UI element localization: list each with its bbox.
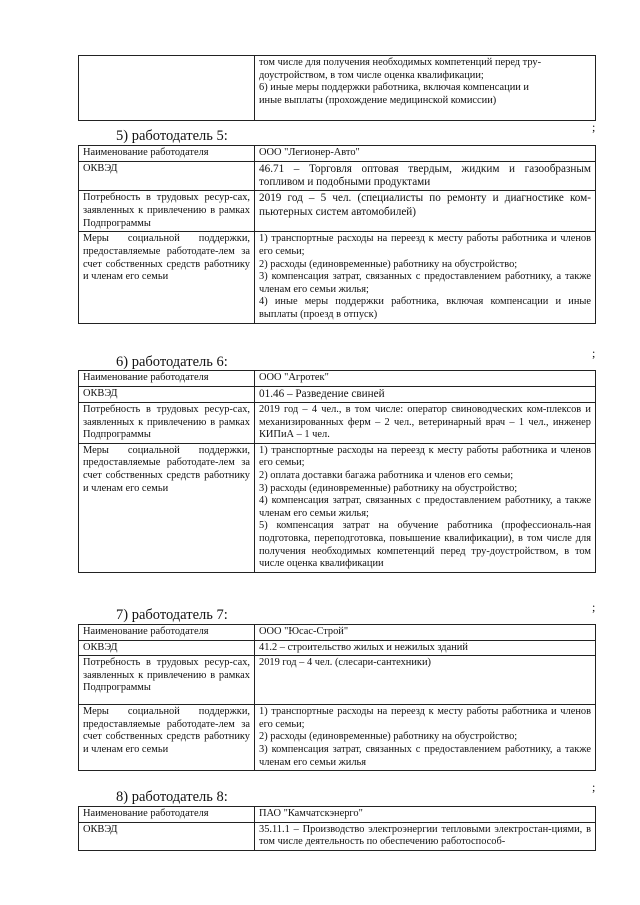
label-name: Наименование работодателя (79, 625, 255, 641)
support-item: 2) расходы (единовременные) работнику на обустройство; (259, 731, 518, 743)
support-item: 4) иные меры поддержки работника, включая компенсации и иные выплаты (проезд в отпуск) (259, 296, 591, 320)
support-item: 3) компенсация затрат, связанных с предоставлением работнику, а также членам его семьи жилья; (259, 271, 591, 295)
label-name: Наименование работодателя (79, 807, 255, 823)
separator: ; (592, 600, 596, 614)
text-line: доустройством, в том числе оценка квалификации; (259, 69, 484, 81)
support-item: 5) компенсация затрат на обучение работника (профессиональ-ная подготовка, переподготовка, повышение квалификации), в том числе для получения необходимых компетенций перед тру-доустройством, в том числе оценка квалификации (259, 520, 591, 570)
label-support: Меры социальной поддержки, предоставляемые работодате-лем за счет собственных средств работнику и членам его семьи (79, 232, 255, 323)
okved-value: 46.71 – Торговля оптовая твердым, жидким и газообразным топливом и подобными продуктами (255, 161, 596, 191)
label-okved: ОКВЭД (79, 822, 255, 850)
support-value (255, 232, 596, 323)
need-value: 2019 год – 4 чел. (слесари-сантехники) (255, 656, 596, 705)
employer-heading: 8) работодатель 8: (116, 789, 228, 805)
support-value (255, 705, 596, 771)
empty-label-cell (79, 56, 255, 121)
employer-table (78, 806, 596, 851)
employer-name: ООО "Юсас-Строй" (255, 625, 596, 641)
label-okved: ОКВЭД (79, 386, 255, 402)
employer-table (78, 145, 596, 324)
okved-value: 35.11.1 – Производство электроэнергии тепловыми электростан-циями, в том числе деятельность по обеспечению работоспособ- (255, 822, 596, 850)
support-item: 2) оплата доставки багажа работника и членов его семьи; (259, 469, 514, 481)
employer-heading: 5) работодатель 5: (116, 128, 228, 144)
support-item: 4) компенсация затрат, связанных с предоставлением работнику, а также членам его семьи жилья; (259, 495, 591, 519)
separator: ; (592, 120, 596, 134)
support-item: 1) транспортные расходы на переезд к месту работы работника и членов его семьи; (259, 444, 591, 469)
label-need: Потребность в трудовых ресур-сах, заявленных к привлечению в рамках Подпрограммы (79, 403, 255, 444)
top-continuation-cell (255, 56, 596, 121)
employer-heading: 7) работодатель 7: (116, 607, 228, 623)
support-item: 3) компенсация затрат, связанных с предоставлением работнику, а также членам его семьи жилья (259, 743, 591, 768)
okved-value: 01.46 – Разведение свиней (255, 386, 596, 402)
support-item: 1) транспортные расходы на переезд к месту работы работника и членов его семьи; (259, 233, 591, 257)
label-okved: ОКВЭД (79, 161, 255, 191)
support-item: 2) расходы (единовременные) работнику на обустройство; (259, 258, 518, 270)
label-okved: ОКВЭД (79, 640, 255, 656)
okved-value: 41.2 – строительство жилых и нежилых зданий (255, 640, 596, 656)
employer-table (78, 624, 596, 771)
support-item: 1) транспортные расходы на переезд к месту работы работника и членов его семьи; (259, 706, 591, 730)
support-item: 3) расходы (единовременные) работнику на обустройство; (259, 482, 518, 494)
label-need: Потребность в трудовых ресур-сах, заявленных к привлечению в рамках Подпрограммы (79, 191, 255, 232)
text-line: том числе для получения необходимых компетенций перед тру- (259, 57, 542, 68)
employer-name: ООО "Агротек" (255, 371, 596, 387)
employer-table (78, 370, 596, 573)
separator: ; (592, 346, 596, 360)
label-name: Наименование работодателя (79, 371, 255, 387)
label-support: Меры социальной поддержки, предоставляемые работодате-лем за счет собственных средств работнику и членам его семьи (79, 443, 255, 572)
label-need: Потребность в трудовых ресур-сах, заявленных к привлечению в рамках Подпрограммы (79, 656, 255, 705)
employer-heading: 6) работодатель 6: (116, 354, 228, 370)
separator: ; (592, 780, 596, 794)
text-line: иные выплаты (прохождение медицинской комиссии) (259, 94, 497, 106)
employer-name: ООО "Легионер-Авто" (255, 146, 596, 162)
label-name: Наименование работодателя (79, 146, 255, 162)
support-value (255, 443, 596, 572)
text-line: 6) иные меры поддержки работника, включая компенсации и (259, 82, 529, 94)
need-value: 2019 год – 4 чел., в том числе: оператор свиноводческих ком-плексов и механизированных ферм – 2 чел., ветеринарный врач – 1 чел., инженер КИПиА – 1 чел. (255, 403, 596, 444)
label-support: Меры социальной поддержки, предоставляемые работодате-лем за счет собственных средств работнику и членам его семьи (79, 705, 255, 771)
top-continuation-table (78, 55, 596, 121)
need-value: 2019 год – 5 чел. (специалисты по ремонту и диагностике ком-пьютерных систем автомобилей) (255, 191, 596, 232)
employer-name: ПАО "Камчатскэнерго" (255, 807, 596, 823)
